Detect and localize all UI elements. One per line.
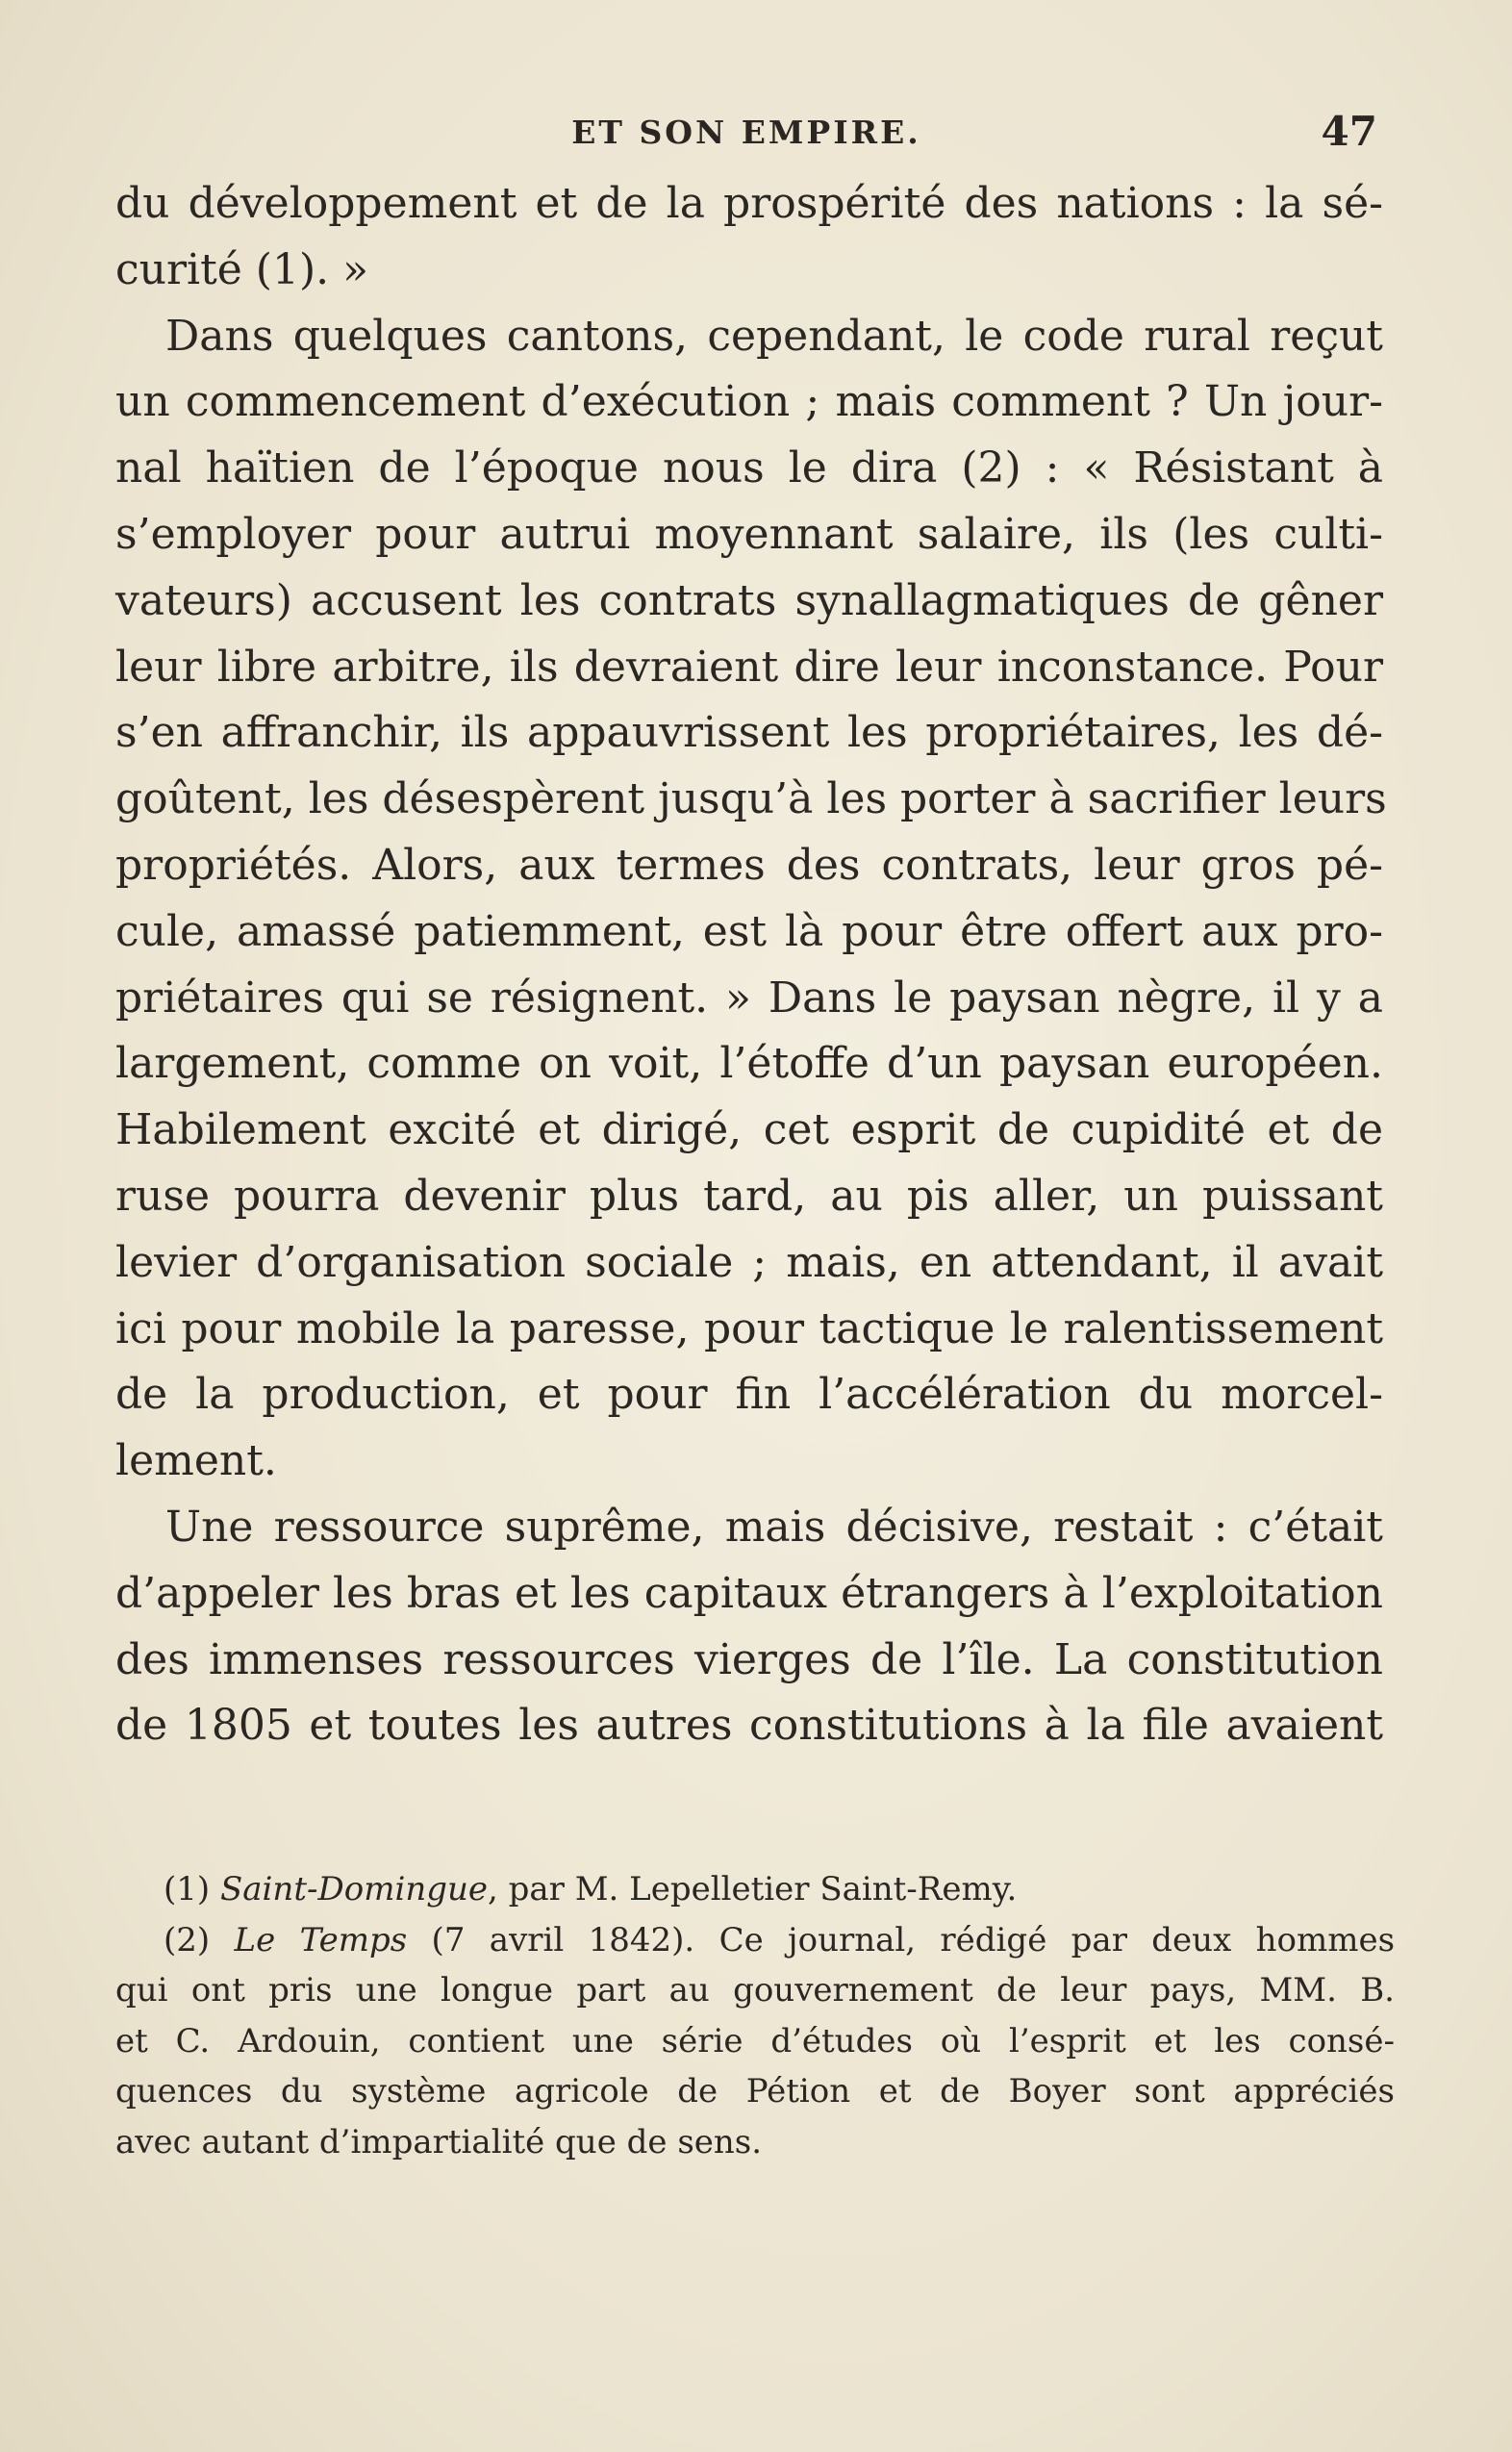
- body-line: largement, comme on voit, l’étoffe d’un paysan européen.: [115, 1039, 1383, 1089]
- body-line: cule, amassé patiemment, est là pour être offert aux pro-: [115, 906, 1383, 956]
- body-line: ici pour mobile la paresse, pour tactique le ralentissement: [115, 1303, 1383, 1353]
- body-line: d’appeler les bras et les capitaux étrangers à l’exploitation: [115, 1568, 1383, 1618]
- footnote-line: avec autant d’impartialité que de sens.: [115, 2122, 763, 2161]
- footnote-text: , par M. Lepelletier Saint-Remy.: [488, 1870, 1018, 1909]
- footnote-source-title: Le Temps: [234, 1920, 408, 1959]
- body-line: un commencement d’exécution ; mais comment ? Un jour-: [115, 377, 1383, 427]
- footnote-line: quences du système agricole de Pétion et de Boyer sont appréciés: [115, 2072, 1395, 2111]
- body-line: levier d’organisation sociale ; mais, en attendant, il avait: [115, 1237, 1383, 1287]
- body-line: de la production, et pour fin l’accélération du morcel-: [115, 1370, 1383, 1420]
- footnote-source-title: Saint-Domingue: [219, 1870, 488, 1909]
- footnote-line: qui ont pris une longue part au gouvernement de leur pays, MM. B.: [115, 1971, 1395, 2010]
- body-line: Habilement excité et dirigé, cet esprit de cupidité et de: [115, 1105, 1383, 1155]
- body-line: goûtent, les désespèrent jusqu’à les porter à sacrifier leurs: [115, 774, 1387, 824]
- page-number: 47: [1321, 108, 1377, 155]
- body-line: vateurs) accusent les contrats synallagmatiques de gêner: [115, 575, 1383, 625]
- footnote-2: [115, 1915, 1395, 1966]
- footnotes: [115, 1864, 1395, 2167]
- footnote-mark: (1): [164, 1870, 211, 1909]
- body-line: nal haïtien de l’époque nous le dira (2) : « Résistant à: [115, 443, 1383, 493]
- body-line: lement.: [115, 1436, 277, 1486]
- body-line: s’en affranchir, ils appauvrissent les propriétaires, les dé-: [115, 708, 1383, 758]
- body-line: Dans quelques cantons, cependant, le code rural reçut: [165, 311, 1383, 361]
- body-text: [115, 171, 1387, 1759]
- body-line: de 1805 et toutes les autres constitutions à la file avaient: [115, 1701, 1383, 1751]
- running-title: ET SON EMPIRE.: [571, 114, 921, 151]
- body-line: priétaires qui se résignent. » Dans le paysan nègre, il y a: [115, 973, 1383, 1023]
- body-line: curité (1). »: [115, 244, 369, 294]
- footnote-line: et C. Ardouin, contient une série d’études où l’esprit et les consé-: [115, 2021, 1395, 2060]
- body-line: du développement et de la prospérité des nations : la sé-: [115, 179, 1383, 228]
- running-head: [115, 108, 1377, 156]
- body-line: Une ressource suprême, mais décisive, restait : c’était: [165, 1502, 1383, 1552]
- body-line: leur libre arbitre, ils devraient dire leur inconstance. Pour: [115, 642, 1383, 692]
- body-line: s’employer pour autrui moyennant salaire, ils (les culti-: [115, 509, 1383, 559]
- footnote-mark: (2): [164, 1920, 211, 1959]
- footnote-text: (7 avril 1842). Ce journal, rédigé par deux hommes: [407, 1920, 1396, 1959]
- footnote-1: [115, 1864, 1395, 1915]
- body-line: ruse pourra devenir plus tard, au pis aller, un puissant: [115, 1171, 1383, 1221]
- body-line: propriétés. Alors, aux termes des contrats, leur gros pé-: [115, 840, 1383, 890]
- body-line: des immenses ressources vierges de l’île. La constitution: [115, 1634, 1383, 1684]
